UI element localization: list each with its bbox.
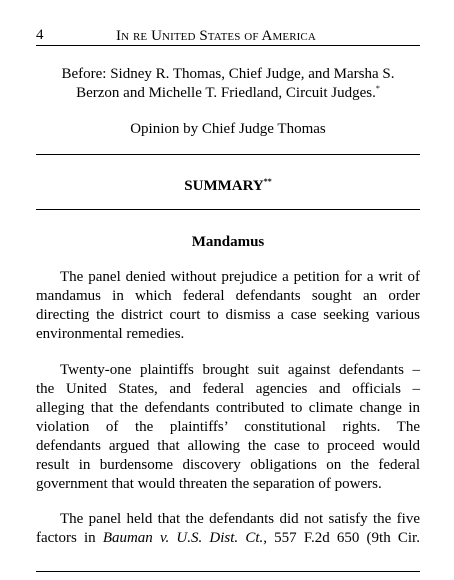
paragraph-line-citation xyxy=(36,529,420,548)
citation-suffix: , 557 F.2d 650 (9th Cir. xyxy=(263,530,420,546)
footnote-rule xyxy=(36,571,420,572)
panel-line-2-text: Berzon and Michelle T. Friedland, Circuit Judges. xyxy=(76,85,376,101)
paragraph-line: violation of the plaintiffs’ constitutional rights. The xyxy=(36,419,420,435)
paragraph-line: mandamus in which federal defendants sought an order xyxy=(36,288,420,304)
running-head xyxy=(36,26,420,44)
paragraph-line: the United States, and federal agencies and officials – xyxy=(36,381,420,397)
summary-heading-text: SUMMARY xyxy=(184,178,264,194)
panel-line-2 xyxy=(36,84,420,102)
paragraph-3 xyxy=(36,510,420,548)
summary-footnote-mark: ** xyxy=(263,177,272,186)
paragraph-2 xyxy=(36,361,420,494)
footnote-mark: * xyxy=(375,84,380,93)
summary-heading xyxy=(36,177,420,195)
panel-line-1: Before: Sidney R. Thomas, Chief Judge, and Marsha S. xyxy=(61,66,395,82)
paragraph-line: environmental remedies. xyxy=(36,326,185,342)
paragraph-1 xyxy=(36,268,420,344)
section-heading: Mandamus xyxy=(191,234,265,250)
document-page xyxy=(36,0,420,580)
paragraph-line: The panel denied without prejudice a petition for a writ of xyxy=(60,269,420,285)
summary-top-rule xyxy=(36,154,420,155)
case-title: In re United States of America xyxy=(116,28,316,44)
paragraph-line: Twenty-one plaintiffs brought suit against defendants – xyxy=(60,362,420,378)
paragraph-line: alleging that the defendants contributed to climate change in xyxy=(36,400,420,416)
summary-bottom-rule xyxy=(36,209,420,210)
opinion-by: Opinion by Chief Judge Thomas xyxy=(130,121,326,137)
header-rule xyxy=(36,45,420,46)
paragraph-line: government that would threaten the separation of powers. xyxy=(36,476,382,492)
page-number: 4 xyxy=(36,27,44,43)
case-citation: Bauman v. U.S. Dist. Ct. xyxy=(102,530,264,546)
citation-prefix: factors in xyxy=(36,530,103,546)
paragraph-line: result in burdensome discovery obligations on the federal xyxy=(36,457,420,473)
paragraph-line: defendants argued that allowing the case to proceed would xyxy=(36,438,420,454)
paragraph-line: directing the district court to dismiss a case seeking various xyxy=(36,307,420,323)
paragraph-line: The panel held that the defendants did not satisfy the five xyxy=(60,511,420,527)
